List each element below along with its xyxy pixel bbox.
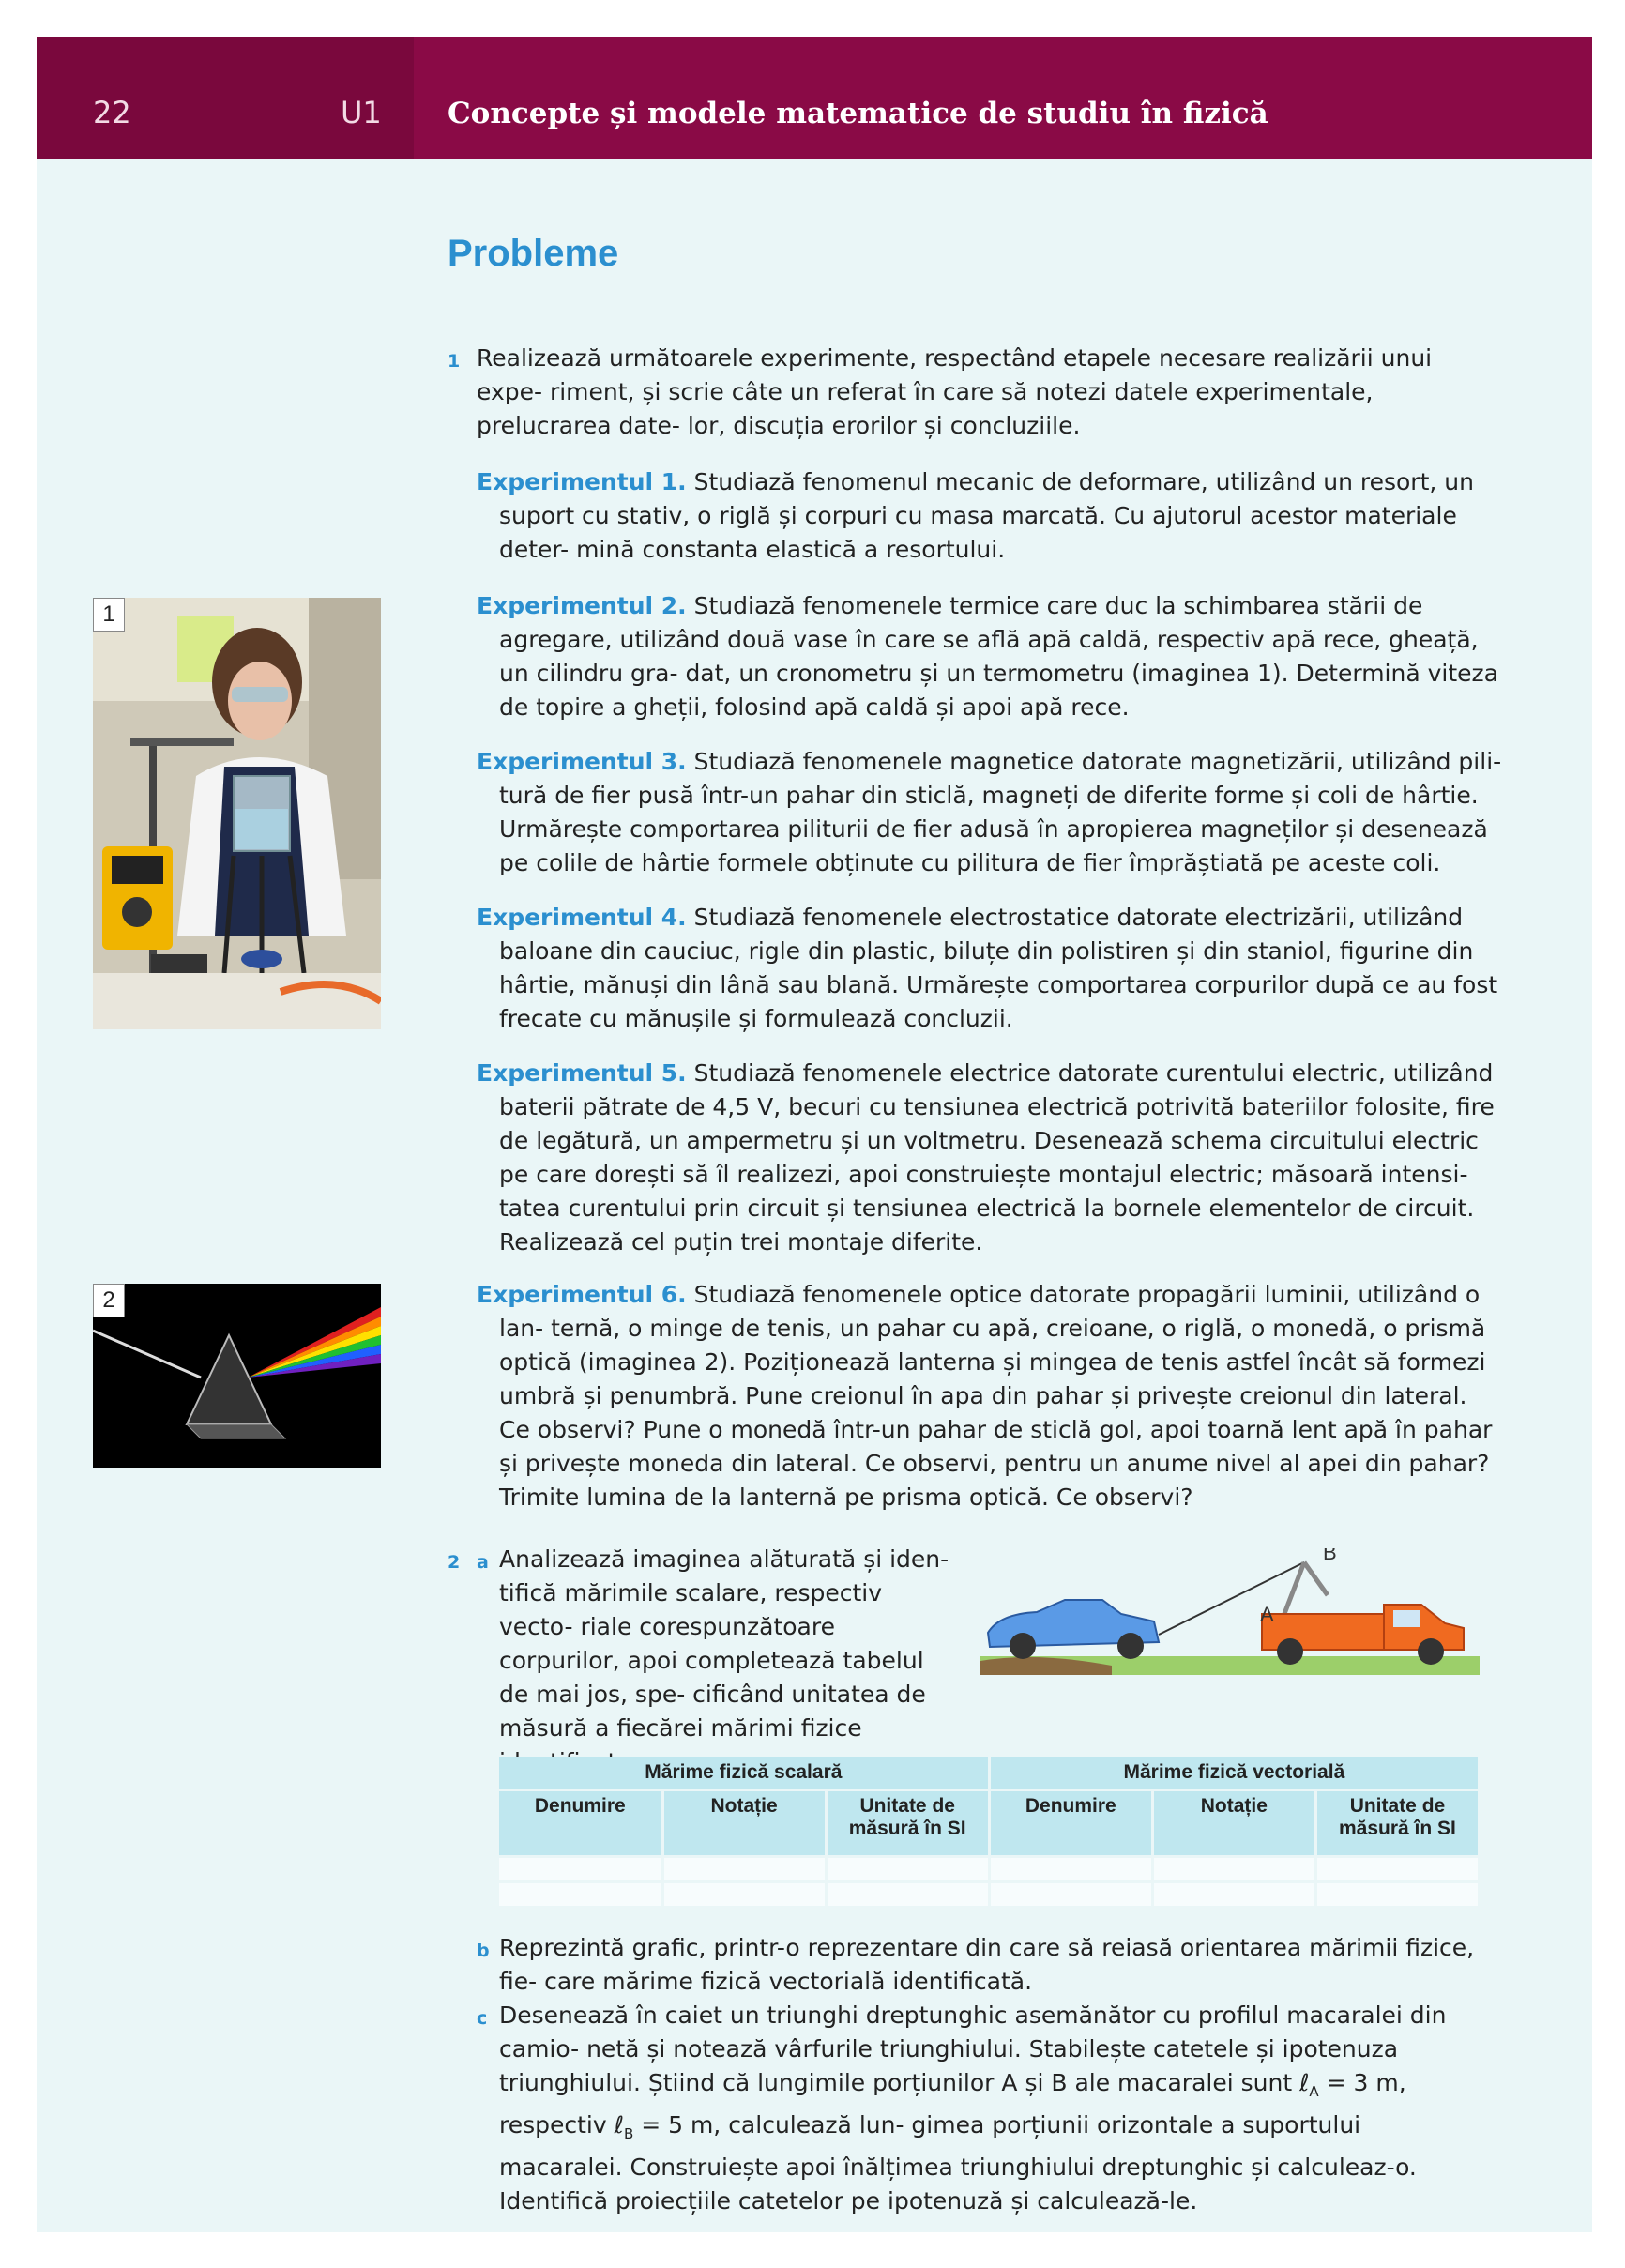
tow-truck-svg bbox=[980, 1548, 1480, 1689]
table-col-header: Unitate de măsură în SI bbox=[1315, 1790, 1479, 1857]
crane-label-b: B bbox=[1323, 1548, 1337, 1564]
table-cell[interactable] bbox=[826, 1857, 989, 1882]
table-cell[interactable] bbox=[826, 1882, 989, 1908]
crane-label-a: A bbox=[1260, 1603, 1274, 1626]
problem-2c-label: c bbox=[477, 2008, 488, 2029]
experiment-1-text: Studiază fenomenul mecanic de deformare, utilizând un resort, un suport cu stativ, o riglă și corpuri cu masa marcată. Cu ajutorul acestor materiale deter- mină constanta elastică a resortului. bbox=[499, 468, 1474, 563]
table-cell[interactable] bbox=[1152, 1882, 1315, 1908]
page-header bbox=[37, 37, 1592, 159]
prism-illustration bbox=[93, 1284, 381, 1468]
page-number: 22 bbox=[93, 95, 131, 130]
problem-2b-label: b bbox=[477, 1941, 490, 1961]
experiment-3-text: Studiază fenomenele magnetice datorate magnetizării, utilizând pili- tură de fier pusă într-un pahar din sticlă, magneți de diferite forme și coli de hârtie. Urmărește comportarea piliturii de fier adusă în apropierea magneților și desenează pe colile de hârtie formele obținute cu pilitura de fier împrăștiată pe aceste coli. bbox=[499, 748, 1502, 876]
experiment-6 bbox=[477, 1278, 1505, 1515]
experiment-1-label: Experimentul 1. bbox=[477, 468, 687, 495]
table-cell[interactable] bbox=[499, 1882, 662, 1908]
problem-2b-text: Reprezintă grafic, printr-o reprezentare din care să reiasă orientarea mărimii fizice, fie- care mărime fizică vectorială identificată. bbox=[499, 1934, 1475, 1995]
image-2-tag: 2 bbox=[93, 1284, 125, 1317]
experiment-5-text: Studiază fenomenele electrice datorate curentului electric, utilizând baterii pătrate de 4,5 V, becuri cu tensiunea electrică potrivită bateriilor folosite, fire de legătură, un ampermetru și un voltmetru. Desenează schema circuitului electric pe care dorești să îl realizezi, apoi construiește montajul electric; măsoară intensi- tatea curentului prin circuit și tensiunea electrică la bornele elementelor de circuit. Realizează cel puțin trei montaje diferite. bbox=[499, 1059, 1495, 1256]
table-col-header: Unitate de măsură în SI bbox=[826, 1790, 989, 1857]
chapter-title: Concepte și modele matematice de studiu în fizică bbox=[448, 97, 1268, 130]
length-b-subscript: B bbox=[623, 2125, 634, 2142]
table-row bbox=[499, 1857, 1480, 1882]
experiment-5-label: Experimentul 5. bbox=[477, 1059, 687, 1087]
image-1-tag: 1 bbox=[93, 598, 125, 632]
problem-1-intro: Realizează următoarele experimente, respectând etapele necesare realizării unui expe- riment, și scrie câte un referat în care să notezi datele experimentale, prelucrarea date- lor, discuția erorilor și concluziile. bbox=[477, 344, 1433, 439]
table-cell[interactable] bbox=[662, 1857, 826, 1882]
problem-2a-text: Analizează imaginea alăturată și iden- tifică mărimile scalare, respectiv vecto- riale corespunzătoare corpurilor, apoi completează tabelul de mai jos, spe- cificând unitatea de măsură a fiecărei mărimi fizice bbox=[499, 1545, 949, 1742]
table-cell[interactable] bbox=[1315, 1882, 1479, 1908]
problem-number-1: 1 bbox=[448, 351, 461, 372]
table-cell[interactable] bbox=[989, 1882, 1152, 1908]
table-col-header: Denumire bbox=[499, 1790, 662, 1857]
experiment-2-label: Experimentul 2. bbox=[477, 592, 687, 619]
experiment-1 bbox=[477, 465, 1505, 567]
problem-2c-part2: = 3 m, respectiv bbox=[499, 2069, 1406, 2139]
table-cell[interactable] bbox=[989, 1857, 1152, 1882]
table-header-vector: Mărime fizică vectorială bbox=[989, 1757, 1479, 1790]
experiment-3-label: Experimentul 3. bbox=[477, 748, 687, 775]
experiment-5 bbox=[477, 1057, 1505, 1259]
table-cell[interactable] bbox=[662, 1882, 826, 1908]
unit-label: U1 bbox=[341, 95, 382, 130]
tow-truck-illustration bbox=[980, 1548, 1480, 1689]
table-cell[interactable] bbox=[1315, 1857, 1479, 1882]
problem-2c-text bbox=[499, 1999, 1482, 2218]
lab-experiment-photo bbox=[93, 598, 381, 1029]
length-b-symbol: ℓ bbox=[614, 2111, 624, 2139]
table-cell[interactable] bbox=[1152, 1857, 1315, 1882]
experiment-6-text: Studiază fenomenele optice datorate propagării luminii, utilizând o lan- ternă, o minge de tenis, un pahar cu apă, creioane, o riglă, o monedă, o prismă optică (imaginea 2). Poziționează lanterna și mingea de tenis astfel încât să formezi umbră și penumbră. Pune creionul în apa din pahar și privește creionul din lateral. Ce observi? Pune o monedă într-un pahar de sticlă gol, apoi toarnă lent apă în pahar și privește moneda din lateral. Ce observi, pentru un anume nivel al apei din pahar? Trimite lumina de la lanternă pe prisma optică. Ce observi? bbox=[499, 1281, 1493, 1511]
table-cell[interactable] bbox=[499, 1857, 662, 1882]
quantities-table bbox=[499, 1757, 1481, 1909]
table-col-header: Denumire bbox=[989, 1790, 1152, 1857]
problem-2c-part1: Desenează în caiet un triunghi dreptunghic asemănător cu profilul macaralei din camio- netă și notează vârfurile triunghiului. Stabilește catetele și ipotenuza triunghiului. Știind că lungimile porțiunilor A și B ale macaralei sunt bbox=[499, 2002, 1447, 2096]
problem-number-2: 2 bbox=[448, 1552, 461, 1573]
experiment-3 bbox=[477, 745, 1505, 880]
experiment-2-text: Studiază fenomenele termice care duc la schimbarea stării de agregare, utilizând două vase în care se află apă caldă, respectiv apă rece, gheață, un cilindru gra- dat, un cronometru și un termometru (imaginea 1). Determină viteza de topire a gheții, folosind apă caldă și apoi apă rece. bbox=[499, 592, 1498, 721]
table-row bbox=[499, 1882, 1480, 1908]
table-header-scalar: Mărime fizică scalară bbox=[499, 1757, 989, 1790]
experiment-4 bbox=[477, 901, 1505, 1036]
experiment-2 bbox=[477, 589, 1505, 724]
experiment-4-label: Experimentul 4. bbox=[477, 904, 687, 931]
table-col-header: Notație bbox=[1152, 1790, 1315, 1857]
problem-2a-label: a bbox=[477, 1552, 489, 1573]
lab-photo-illustration bbox=[93, 598, 381, 1029]
prism-photo bbox=[93, 1284, 381, 1468]
problem-2c-part3: = 5 m, calculează lun- gimea porțiunii orizontale a suportului macaralei. Construiește apoi înălțimea triunghiului dreptunghic și calculeaz-o. Identifică proiecțiile catetelor pe ipotenuză și calculează-le. bbox=[499, 2111, 1417, 2215]
section-title: Probleme bbox=[448, 233, 619, 274]
length-a-symbol: ℓ bbox=[1299, 2069, 1310, 2096]
experiment-6-label: Experimentul 6. bbox=[477, 1281, 687, 1308]
length-a-subscript: A bbox=[1309, 2083, 1319, 2100]
table-col-header: Notație bbox=[662, 1790, 826, 1857]
experiment-4-text: Studiază fenomenele electrostatice datorate electrizării, utilizând baloane din cauciuc, rigle din plastic, biluțe din polistiren și din staniol, figurine din hârtie, mănuși din lână sau blană. Urmărește comportarea corpurilor după ce au fost frecate cu mănușile și formulează concluzii. bbox=[499, 904, 1498, 1032]
